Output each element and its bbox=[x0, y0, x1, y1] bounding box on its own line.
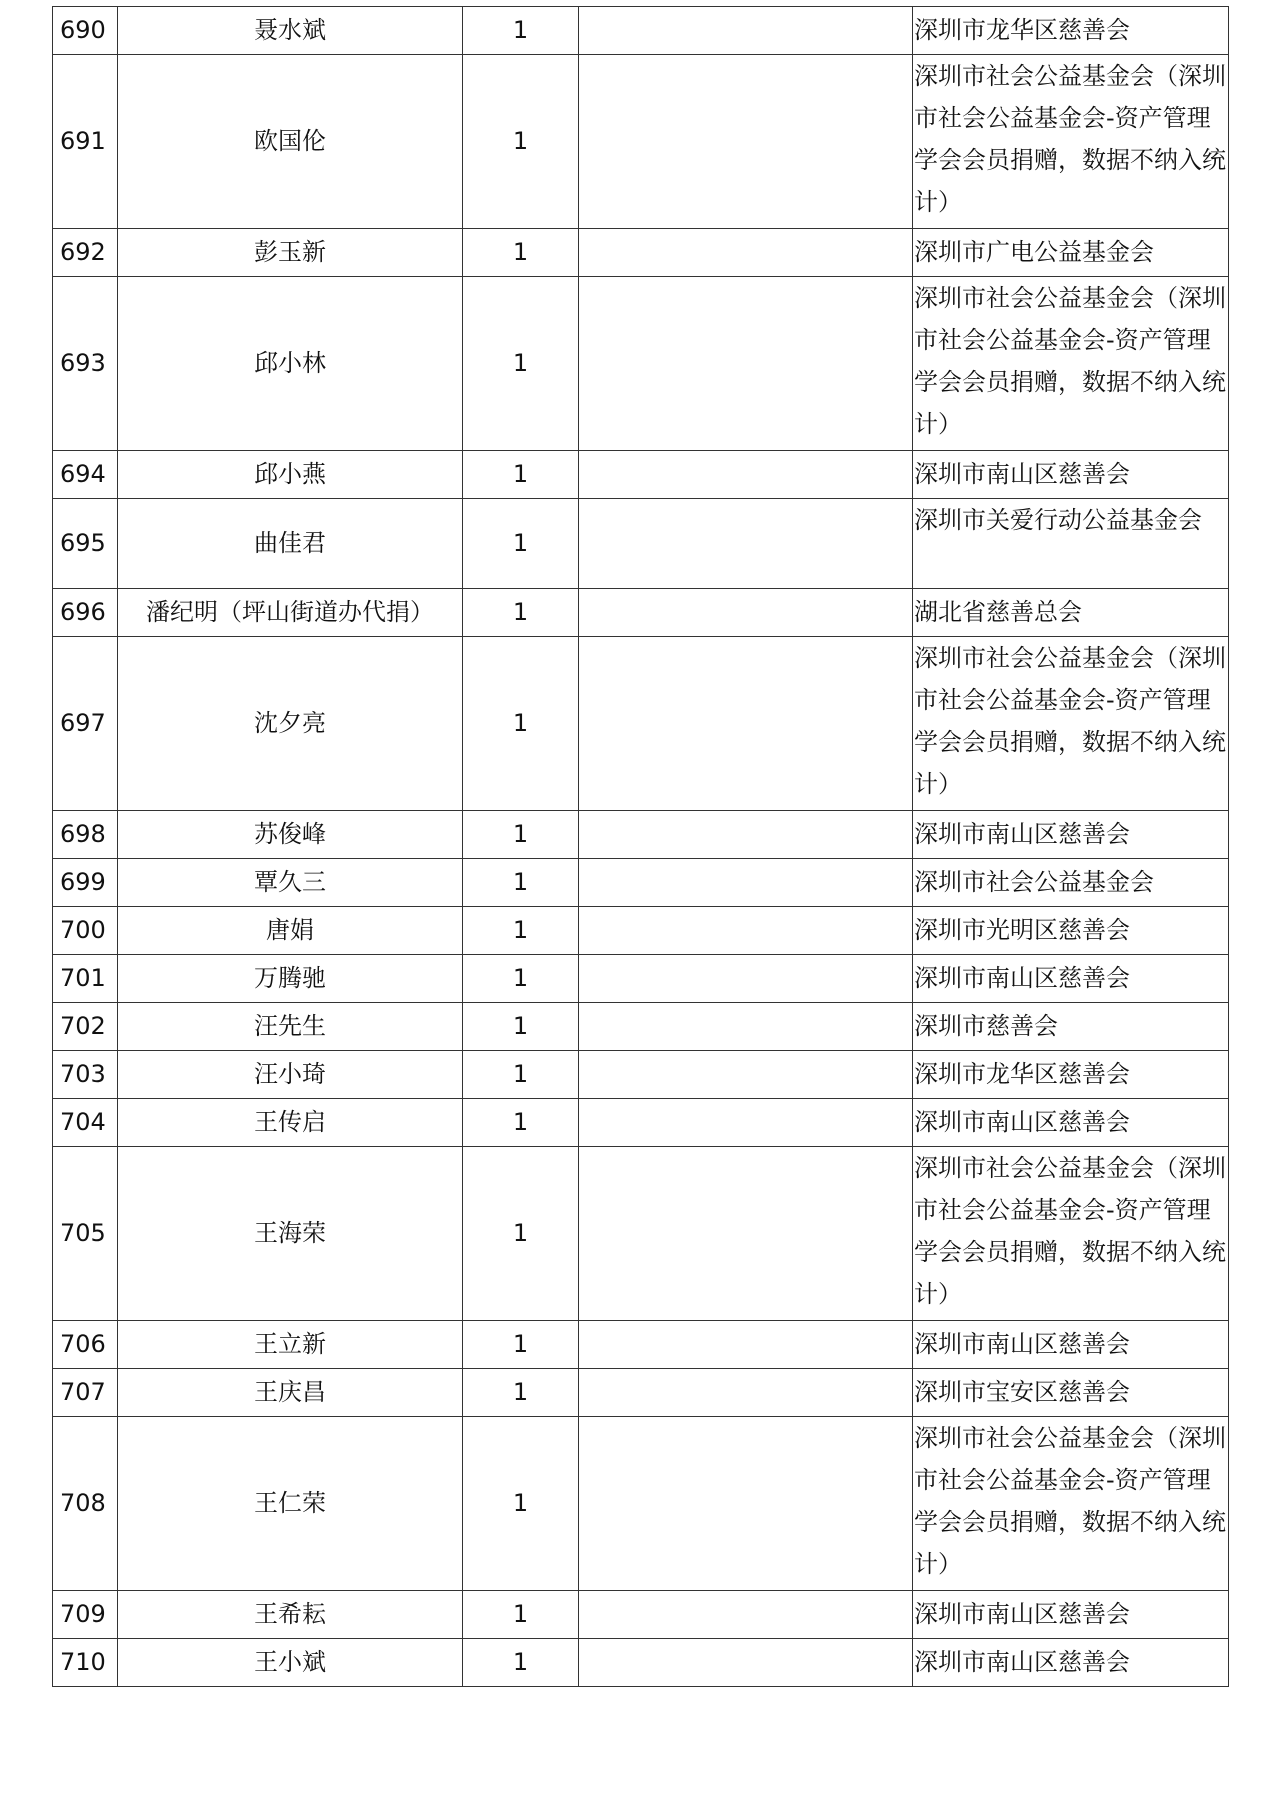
row-number: 696 bbox=[53, 589, 118, 637]
table-row bbox=[53, 451, 1229, 499]
row-number: 697 bbox=[53, 637, 118, 811]
row-number: 709 bbox=[53, 1591, 118, 1639]
table-row bbox=[53, 1051, 1229, 1099]
donor-name: 唐娟 bbox=[118, 907, 463, 955]
row-number: 705 bbox=[53, 1147, 118, 1321]
row-number: 698 bbox=[53, 811, 118, 859]
recipient-organization: 深圳市南山区慈善会 bbox=[913, 1321, 1229, 1369]
row-number: 707 bbox=[53, 1369, 118, 1417]
table-row bbox=[53, 637, 1229, 811]
donation-table bbox=[52, 6, 1229, 1687]
donation-amount: 1 bbox=[463, 811, 579, 859]
row-number: 691 bbox=[53, 55, 118, 229]
table-row bbox=[53, 55, 1229, 229]
donor-name: 王传启 bbox=[118, 1099, 463, 1147]
recipient-organization: 深圳市慈善会 bbox=[913, 1003, 1229, 1051]
recipient-organization: 深圳市社会公益基金会（深圳市社会公益基金会-资产管理学会会员捐赠，数据不纳入统计） bbox=[913, 277, 1229, 451]
note-cell bbox=[579, 277, 913, 451]
note-cell bbox=[579, 1321, 913, 1369]
row-number: 695 bbox=[53, 499, 118, 589]
note-cell bbox=[579, 589, 913, 637]
recipient-organization: 深圳市龙华区慈善会 bbox=[913, 7, 1229, 55]
recipient-organization: 深圳市关爱行动公益基金会 bbox=[913, 499, 1229, 589]
note-cell bbox=[579, 907, 913, 955]
donor-name: 汪小琦 bbox=[118, 1051, 463, 1099]
note-cell bbox=[579, 1099, 913, 1147]
donation-amount: 1 bbox=[463, 277, 579, 451]
table-row bbox=[53, 955, 1229, 1003]
row-number: 692 bbox=[53, 229, 118, 277]
row-number: 701 bbox=[53, 955, 118, 1003]
donation-amount: 1 bbox=[463, 1369, 579, 1417]
donation-amount: 1 bbox=[463, 7, 579, 55]
recipient-organization: 深圳市宝安区慈善会 bbox=[913, 1369, 1229, 1417]
recipient-organization: 深圳市社会公益基金会（深圳市社会公益基金会-资产管理学会会员捐赠，数据不纳入统计） bbox=[913, 637, 1229, 811]
note-cell bbox=[579, 229, 913, 277]
donor-name: 王仁荣 bbox=[118, 1417, 463, 1591]
donor-name: 邱小林 bbox=[118, 277, 463, 451]
donation-amount: 1 bbox=[463, 451, 579, 499]
table-row bbox=[53, 1417, 1229, 1591]
table-row bbox=[53, 1099, 1229, 1147]
donation-amount: 1 bbox=[463, 1099, 579, 1147]
table-row bbox=[53, 1639, 1229, 1687]
recipient-organization: 深圳市社会公益基金会（深圳市社会公益基金会-资产管理学会会员捐赠，数据不纳入统计） bbox=[913, 1417, 1229, 1591]
note-cell bbox=[579, 811, 913, 859]
row-number: 704 bbox=[53, 1099, 118, 1147]
donation-amount: 1 bbox=[463, 1147, 579, 1321]
donation-amount: 1 bbox=[463, 55, 579, 229]
donor-name: 王立新 bbox=[118, 1321, 463, 1369]
recipient-organization: 深圳市南山区慈善会 bbox=[913, 1591, 1229, 1639]
donor-name: 潘纪明（坪山街道办代捐） bbox=[118, 589, 463, 637]
donation-amount: 1 bbox=[463, 1591, 579, 1639]
donor-name: 王庆昌 bbox=[118, 1369, 463, 1417]
row-number: 700 bbox=[53, 907, 118, 955]
row-number: 703 bbox=[53, 1051, 118, 1099]
donor-name: 汪先生 bbox=[118, 1003, 463, 1051]
donation-amount: 1 bbox=[463, 907, 579, 955]
recipient-organization: 深圳市广电公益基金会 bbox=[913, 229, 1229, 277]
recipient-organization: 湖北省慈善总会 bbox=[913, 589, 1229, 637]
donor-name: 彭玉新 bbox=[118, 229, 463, 277]
donor-name: 曲佳君 bbox=[118, 499, 463, 589]
donation-amount: 1 bbox=[463, 859, 579, 907]
recipient-organization: 深圳市社会公益基金会 bbox=[913, 859, 1229, 907]
donor-name: 王海荣 bbox=[118, 1147, 463, 1321]
note-cell bbox=[579, 1369, 913, 1417]
row-number: 690 bbox=[53, 7, 118, 55]
recipient-organization: 深圳市南山区慈善会 bbox=[913, 451, 1229, 499]
donation-amount: 1 bbox=[463, 1321, 579, 1369]
note-cell bbox=[579, 1147, 913, 1321]
donation-amount: 1 bbox=[463, 1003, 579, 1051]
donor-name: 万腾驰 bbox=[118, 955, 463, 1003]
donor-name: 苏俊峰 bbox=[118, 811, 463, 859]
row-number: 710 bbox=[53, 1639, 118, 1687]
recipient-organization: 深圳市南山区慈善会 bbox=[913, 811, 1229, 859]
donor-name: 王小斌 bbox=[118, 1639, 463, 1687]
donor-name: 王希耘 bbox=[118, 1591, 463, 1639]
donation-amount: 1 bbox=[463, 589, 579, 637]
row-number: 706 bbox=[53, 1321, 118, 1369]
recipient-organization: 深圳市南山区慈善会 bbox=[913, 955, 1229, 1003]
donor-name: 沈夕亮 bbox=[118, 637, 463, 811]
donation-amount: 1 bbox=[463, 1417, 579, 1591]
table-row bbox=[53, 229, 1229, 277]
table-row bbox=[53, 1147, 1229, 1321]
table-row bbox=[53, 907, 1229, 955]
donor-name: 聂水斌 bbox=[118, 7, 463, 55]
note-cell bbox=[579, 859, 913, 907]
table-row bbox=[53, 1591, 1229, 1639]
table-row bbox=[53, 1369, 1229, 1417]
note-cell bbox=[579, 1417, 913, 1591]
donor-name: 邱小燕 bbox=[118, 451, 463, 499]
donation-amount: 1 bbox=[463, 499, 579, 589]
note-cell bbox=[579, 499, 913, 589]
table-row bbox=[53, 811, 1229, 859]
row-number: 693 bbox=[53, 277, 118, 451]
note-cell bbox=[579, 1051, 913, 1099]
donation-amount: 1 bbox=[463, 229, 579, 277]
donor-name: 欧国伦 bbox=[118, 55, 463, 229]
note-cell bbox=[579, 1639, 913, 1687]
note-cell bbox=[579, 1003, 913, 1051]
table-row bbox=[53, 1003, 1229, 1051]
recipient-organization: 深圳市光明区慈善会 bbox=[913, 907, 1229, 955]
note-cell bbox=[579, 955, 913, 1003]
table-row bbox=[53, 499, 1229, 589]
donation-amount: 1 bbox=[463, 1051, 579, 1099]
table-row bbox=[53, 859, 1229, 907]
donation-amount: 1 bbox=[463, 637, 579, 811]
donation-amount: 1 bbox=[463, 1639, 579, 1687]
donation-table-body bbox=[53, 7, 1229, 1687]
table-row bbox=[53, 277, 1229, 451]
note-cell bbox=[579, 451, 913, 499]
recipient-organization: 深圳市社会公益基金会（深圳市社会公益基金会-资产管理学会会员捐赠，数据不纳入统计） bbox=[913, 55, 1229, 229]
recipient-organization: 深圳市龙华区慈善会 bbox=[913, 1051, 1229, 1099]
table-row bbox=[53, 1321, 1229, 1369]
donation-amount: 1 bbox=[463, 955, 579, 1003]
note-cell bbox=[579, 637, 913, 811]
note-cell bbox=[579, 1591, 913, 1639]
table-row bbox=[53, 589, 1229, 637]
table-row bbox=[53, 7, 1229, 55]
donor-name: 覃久三 bbox=[118, 859, 463, 907]
row-number: 702 bbox=[53, 1003, 118, 1051]
row-number: 694 bbox=[53, 451, 118, 499]
row-number: 708 bbox=[53, 1417, 118, 1591]
recipient-organization: 深圳市社会公益基金会（深圳市社会公益基金会-资产管理学会会员捐赠，数据不纳入统计） bbox=[913, 1147, 1229, 1321]
note-cell bbox=[579, 55, 913, 229]
note-cell bbox=[579, 7, 913, 55]
recipient-organization: 深圳市南山区慈善会 bbox=[913, 1639, 1229, 1687]
recipient-organization: 深圳市南山区慈善会 bbox=[913, 1099, 1229, 1147]
row-number: 699 bbox=[53, 859, 118, 907]
